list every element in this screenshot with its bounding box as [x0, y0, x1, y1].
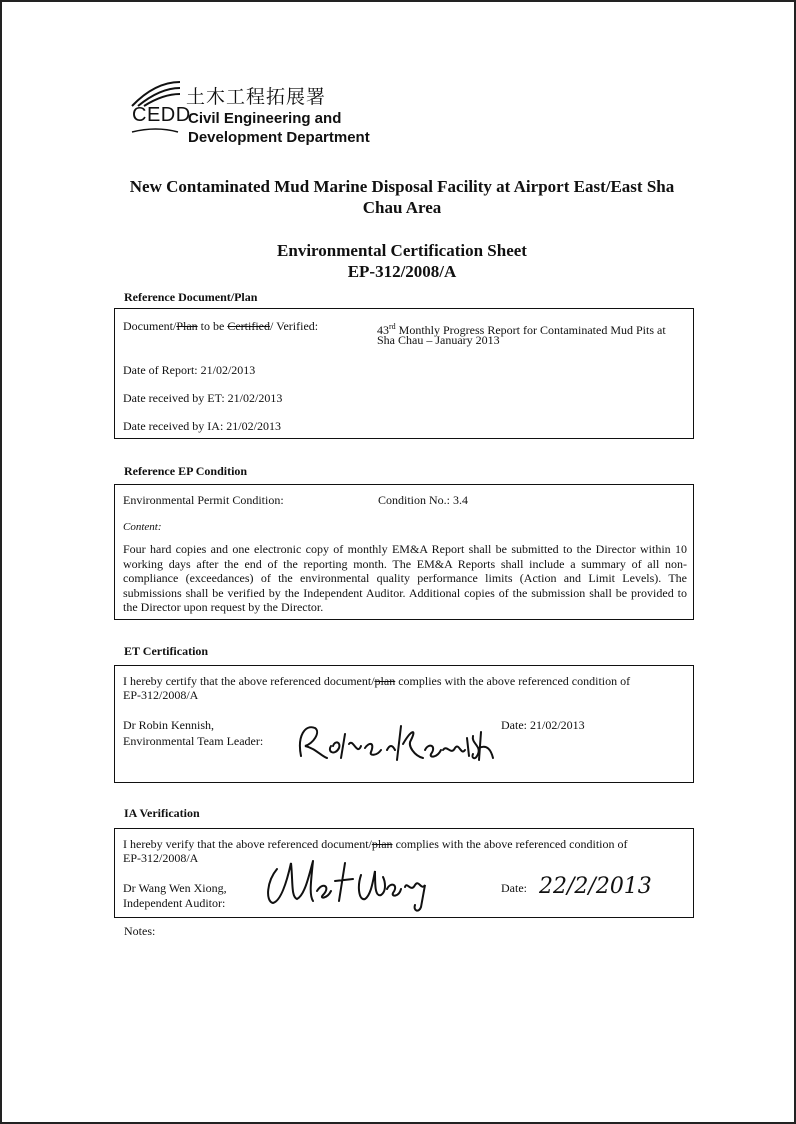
permit-condition-label: Environmental Permit Condition: — [123, 493, 284, 507]
ia-statement-struck-plan: plan — [371, 837, 393, 851]
date-received-et: Date received by ET: 21/02/2013 — [123, 391, 283, 405]
date-received-ia: Date received by IA: 21/02/2013 — [123, 419, 281, 433]
et-role: Environmental Team Leader: — [123, 734, 264, 748]
sheet-title — [62, 240, 742, 282]
et-statement — [123, 674, 630, 689]
doc-value-part: Monthly Progress Report for Contaminated Mud Pits at — [395, 323, 666, 337]
et-statement-ref: EP-312/2008/A — [123, 688, 199, 702]
sheet-title-name: Environmental Certification Sheet — [277, 241, 527, 260]
ia-role: Independent Auditor: — [123, 896, 226, 910]
doc-value-line2: Sha Chau – January 2013 — [377, 333, 500, 347]
et-name: Dr Robin Kennish, — [123, 718, 214, 732]
doc-label-struck-certified: Certified — [227, 319, 270, 333]
ref-ep-box — [114, 484, 694, 620]
ia-statement-part: complies with the above referenced condition of — [392, 837, 628, 851]
et-signature — [291, 716, 501, 768]
logo-department-line2: Development Department — [188, 129, 370, 146]
content-text: Four hard copies and one electronic copy of monthly EM&A Report shall be submitted to the Director within 10 working days after the end of the reporting month. The EM&A Reports shall include a summary of all non-compliance (exceedances) of the environmental quality performance limits (Action and Limit Levels). The submissions shall be verified by the Independent Auditor. Additional copies of the submission shall be provided to the Director upon request by the Director. — [123, 542, 687, 614]
doc-value-part: 43 — [377, 323, 389, 337]
condition-number: Condition No.: 3.4 — [378, 493, 469, 507]
notes-label: Notes: — [124, 924, 156, 938]
ref-doc-box — [114, 308, 694, 439]
ref-doc-heading: Reference Document/Plan — [124, 290, 258, 304]
project-title — [62, 176, 742, 218]
ia-date-label: Date: — [501, 881, 527, 895]
content-label: Content: — [123, 521, 162, 533]
logo-chinese-name: 土木工程拓展署 — [186, 86, 327, 108]
doc-label-part: Document/ — [123, 319, 177, 333]
ia-signature — [257, 851, 437, 917]
date-of-report: Date of Report: 21/02/2013 — [123, 363, 256, 377]
ia-handwritten-date — [535, 869, 665, 905]
doc-label — [123, 319, 318, 334]
et-statement-struck-plan: plan — [374, 674, 396, 688]
ia-name: Dr Wang Wen Xiong, — [123, 881, 227, 895]
et-heading: ET Certification — [124, 644, 209, 658]
ia-statement-ref: EP-312/2008/A — [123, 851, 199, 865]
logo-abbrev: CEDD — [132, 104, 191, 126]
doc-label-part: to be — [197, 319, 228, 333]
et-box — [114, 665, 694, 783]
doc-label-part: / Verified: — [270, 319, 319, 333]
ia-box — [114, 828, 694, 918]
et-statement-part: I hereby certify that the above referenced document/ — [123, 674, 375, 688]
logo-department-line1: Civil Engineering and — [188, 110, 342, 127]
ia-date-value: 22/2/2013 — [539, 874, 652, 899]
ia-statement — [123, 837, 627, 852]
project-title-line1: New Contaminated Mud Marine Disposal Facility at Airport East/East Sha — [129, 177, 675, 196]
ia-statement-part: I hereby verify that the above referenced document/ — [123, 837, 372, 851]
sheet-title-ref: EP-312/2008/A — [347, 262, 457, 281]
doc-label-struck-plan: Plan — [176, 319, 198, 333]
ia-heading: IA Verification — [124, 806, 200, 820]
ref-ep-heading: Reference EP Condition — [124, 464, 248, 478]
project-title-line2: Chau Area — [362, 198, 442, 217]
doc-value-sup: rd — [389, 322, 396, 331]
et-date: Date: 21/02/2013 — [501, 718, 585, 732]
cedd-logo — [130, 76, 430, 148]
et-statement-part: complies with the above referenced condition of — [395, 674, 631, 688]
